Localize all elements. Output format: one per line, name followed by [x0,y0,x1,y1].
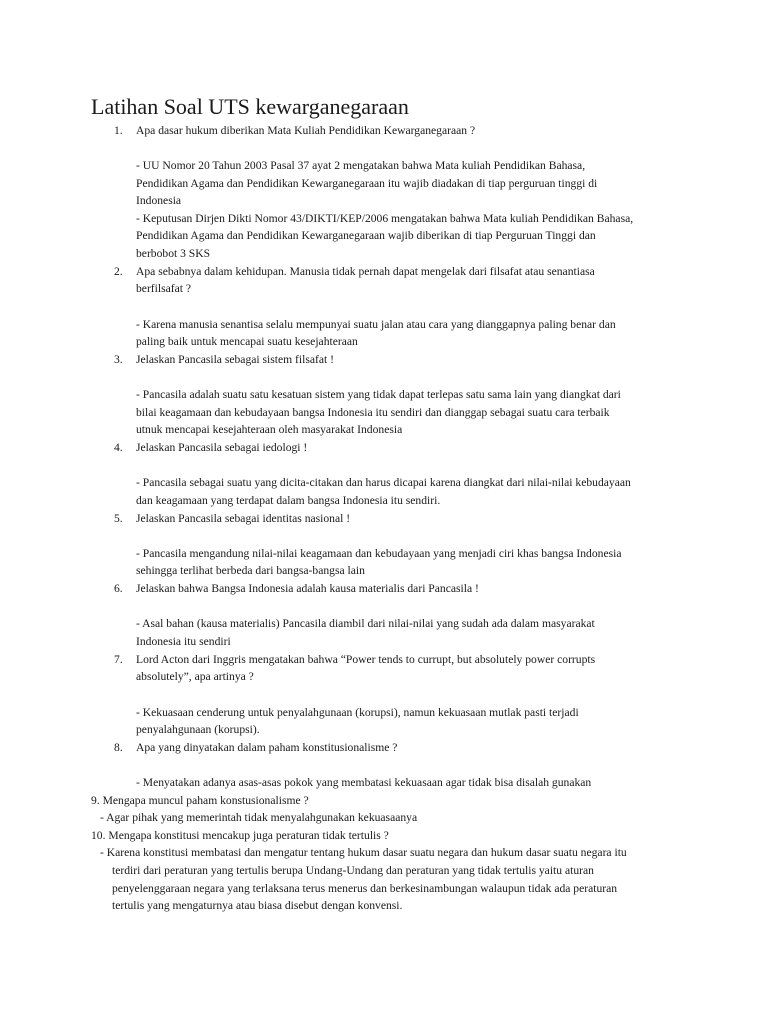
question-text: Lord Acton dari Inggris mengatakan bahwa “Power tends to currupt, but absolutely power corrupts [136,653,596,666]
question-text: 9. Mengapa muncul paham konstusionalisme ? [91,794,309,807]
question-text: 10. Mengapa konstitusi mencakup juga peraturan tidak tertulis ? [91,829,389,842]
question-number: 1. [114,124,123,137]
answer-line: Indonesia itu sendiri [136,635,231,648]
answer-line: paling baik untuk mencapai suatu kesejahteraan [136,335,358,348]
question-text: Jelaskan Pancasila sebagai sistem filsafat ! [136,353,334,366]
answer-line: bilai keagamaan dan kebudayaan bangsa Indonesia itu sendiri dan dianggap sebagai suatu cara terbaik [136,406,610,419]
question-text: Apa dasar hukum diberikan Mata Kuliah Pendidikan Kewarganegaraan ? [136,124,476,137]
answer-line: - Keputusan Dirjen Dikti Nomor 43/DIKTI/KEP/2006 mengatakan bahwa Mata kuliah Pendidikan Bahasa, [136,212,634,225]
answer-line: - Karena manusia senantisa selalu mempunyai suatu jalan atau cara yang dianggapnya paling benar dan [136,318,616,331]
question-number: 4. [114,441,123,454]
question-text: Jelaskan Pancasila sebagai identitas nasional ! [136,512,351,525]
answer-line: - Karena konstitusi membatasi dan mengatur tentang hukum dasar suatu negara dan hukum dasar suatu negara itu [100,846,627,859]
question-text: absolutely”, apa artinya ? [136,670,254,683]
answer-line: Pendidikan Agama dan Pendidikan Kewarganegaraan wajib diberikan di tiap Perguruan Tinggi dan [136,229,596,242]
question-number: 5. [114,512,123,525]
question-number: 2. [114,265,123,278]
question-text: Jelaskan Pancasila sebagai iedologi ! [136,441,308,454]
question-text: Apa yang dinyatakan dalam paham konstitusionalisme ? [136,741,398,754]
question-number: 3. [114,353,123,366]
answer-line: sehingga terlihat berbeda dari bangsa-bangsa lain [136,564,365,577]
answer-line: - Agar pihak yang memerintah tidak menyalahgunakan kekuasaanya [100,811,418,824]
answer-line: penyalahgunaan (korupsi). [136,723,260,736]
question-text: Jelaskan bahwa Bangsa Indonesia adalah kausa materialis dari Pancasila ! [136,582,479,595]
question-number: 7. [114,653,123,666]
answer-line: penyelenggaraan negara yang terlaksana terus menerus dan berkesinambungan walaupun tidak ada peraturan [112,882,618,895]
answer-line: - Menyatakan adanya asas-asas pokok yang membatasi kekuasaan agar tidak bisa disalah gunakan [136,776,592,789]
answer-line: - Pancasila sebagai suatu yang dicita-citakan dan harus dicapai karena diangkat dari nilai-nilai kebudayaan [136,476,631,489]
answer-line: berbobot 3 SKS [136,247,211,260]
page-title: Latihan Soal UTS kewarganegaraan [91,94,409,119]
answer-line: - Kekuasaan cenderung untuk penyalahgunaan (korupsi), namun kekuasaan mutlak pasti terjadi [136,706,579,719]
question-text: berfilsafat ? [136,282,192,295]
answer-line: - UU Nomor 20 Tahun 2003 Pasal 37 ayat 2 mengatakan bahwa Mata kuliah Pendidikan Bahasa, [136,159,586,172]
question-number: 6. [114,582,123,595]
question-number: 8. [114,741,123,754]
answer-line: tertulis yang mengaturnya atau biasa disebut dengan konvensi. [112,899,403,912]
answer-line: dan keagamaan yang terdapat dalam bangsa Indonesia itu sendiri. [136,494,441,507]
answer-line: terdiri dari peraturan yang tertulis berupa Undang-Undang dan peraturan yang tidak tertulis yaitu aturan [112,864,594,877]
answer-line: - Pancasila mengandung nilai-nilai keagamaan dan kebudayaan yang menjadi ciri khas bangsa Indonesia [136,547,622,560]
answer-line: utnuk mencapai kesejahteraan oleh masyarakat Indonesia [136,423,403,436]
answer-line: - Asal bahan (kausa materialis) Pancasila diambil dari nilai-nilai yang sudah ada dalam masyarakat [136,617,595,630]
answer-line: Pendidikan Agama dan Pendidikan Kewarganegaraan itu wajib diadakan di tiap perguruan tinggi di [136,177,598,190]
answer-line: - Pancasila adalah suatu satu kesatuan sistem yang tidak dapat terlepas satu sama lain yang diangkat dari [136,388,621,401]
question-text: Apa sebabnya dalam kehidupan. Manusia tidak pernah dapat mengelak dari filsafat atau senantiasa [136,265,595,278]
answer-line: Indonesia [136,194,182,207]
